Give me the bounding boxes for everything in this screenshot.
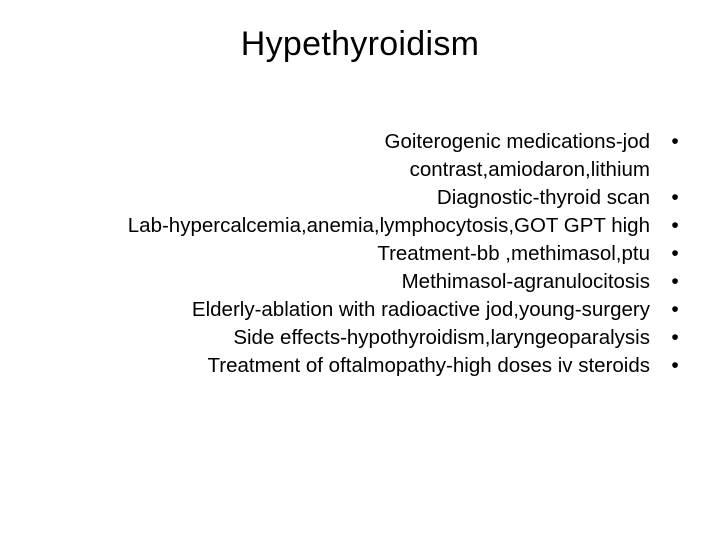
list-item: [60, 240, 690, 268]
list-item: [60, 212, 690, 240]
bullet-text: Elderly-ablation with radioactive jod,young-surgery: [191, 298, 650, 321]
bullet-text: Goiterogenic medications-jod contrast,amiodaron,lithium: [384, 130, 650, 181]
bullet-text: Treatment-bb ,methimasol,ptu: [377, 242, 650, 265]
bullet-icon: •: [671, 326, 679, 349]
bullet-text: Diagnostic-thyroid scan: [436, 186, 650, 209]
bullet-text: Methimasol-agranulocitosis: [401, 270, 650, 293]
bullet-text: Side effects-hypothyroidism,laryngeoparalysis: [233, 326, 650, 349]
bullet-icon: •: [671, 298, 679, 321]
bullet-list: [60, 128, 690, 380]
bullet-text: Treatment of oftalmopathy-high doses iv steroids: [207, 354, 650, 377]
bullet-icon: •: [671, 186, 679, 209]
list-item: [60, 184, 690, 212]
bullet-icon: •: [671, 242, 679, 265]
list-item: [60, 296, 690, 324]
slide-title: Hypethyroidism: [240, 25, 480, 63]
list-item: [60, 268, 690, 296]
list-item: [60, 324, 690, 352]
bullet-icon: •: [671, 354, 679, 377]
bullet-icon: •: [671, 270, 679, 293]
list-item: [60, 128, 690, 184]
bullet-icon: •: [671, 214, 679, 237]
list-item: [60, 352, 690, 380]
bullet-icon: •: [671, 130, 679, 153]
bullet-text: Lab-hypercalcemia,anemia,lymphocytosis,GOT GPT high: [127, 214, 650, 237]
